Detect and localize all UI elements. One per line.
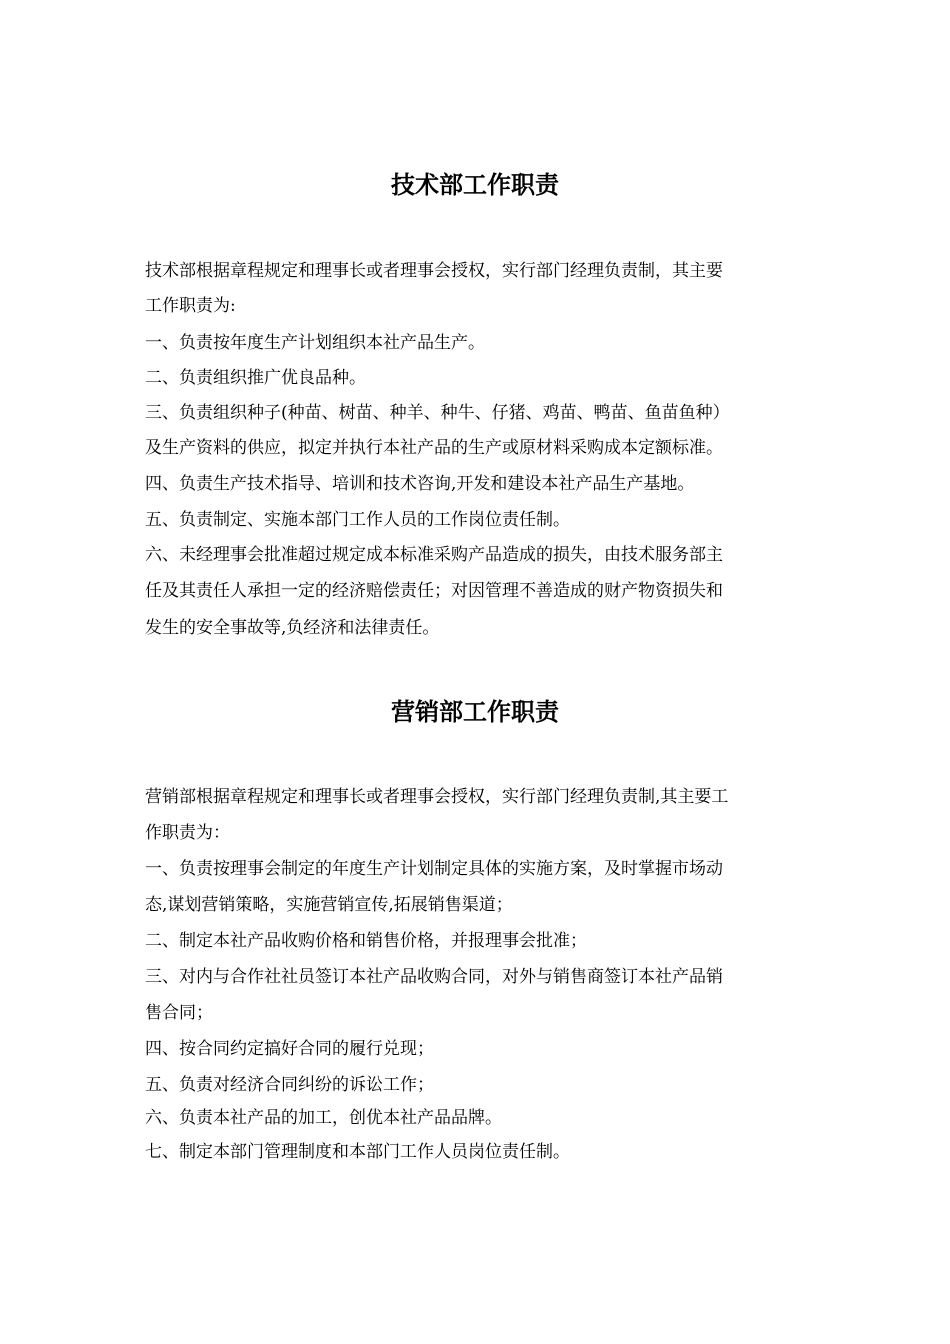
tech-list-item-6: 六、未经理事会批准超过规定成本标准采购产品造成的损失，由技术服务部主 [145, 545, 723, 565]
marketing-list-item-3-cont: 售合同； [145, 1003, 213, 1023]
tech-list-item-1: 一、负责按年度生产计划组织本社产品生产。 [145, 333, 485, 353]
tech-paragraph-line: 工作职责为: [145, 296, 236, 316]
marketing-list-item-3: 三、对内与合作社社员签订本社产品收购合同，对外与销售商签订本社产品销 [145, 967, 723, 987]
marketing-list-item-4: 四、按合同约定搞好合同的履行兑现； [145, 1039, 434, 1059]
tech-list-item-6-cont: 任及其责任人承担一定的经济赔偿责任；对因管理不善造成的财产物资损失和 [145, 581, 723, 601]
section-title-marketing: 营销部工作职责 [391, 697, 559, 726]
tech-list-item-3-cont: 及生产资料的供应，拟定并执行本社产品的生产或原材料采购成本定额标准。 [145, 438, 723, 458]
tech-list-item-2: 二、负责组织推广优良品种。 [145, 368, 366, 388]
marketing-list-item-1: 一、负责按理事会制定的年度生产计划制定具体的实施方案，及时掌握市场动 [145, 859, 723, 879]
marketing-list-item-2: 二、制定本社产品收购价格和销售价格，并报理事会批准； [145, 931, 587, 951]
marketing-list-item-6: 六、负责本社产品的加工，创优本社产品品牌。 [145, 1108, 502, 1128]
marketing-paragraph-line: 作职责为： [145, 823, 230, 843]
tech-list-item-6-cont: 发生的安全事故等,负经济和法律责任。 [145, 618, 440, 638]
tech-paragraph-line: 技术部根据章程规定和理事长或者理事会授权，实行部门经理负责制，其主要 [145, 261, 723, 281]
marketing-list-item-7: 七、制定本部门管理制度和本部门工作人员岗位责任制。 [145, 1142, 570, 1162]
marketing-list-item-1-cont: 态,谋划营销策略，实施营销宣传,拓展销售渠道； [145, 895, 513, 915]
tech-list-item-3: 三、负责组织种子(种苗、树苗、种羊、种牛、仔猪、鸡苗、鸭苗、鱼苗鱼种） [145, 403, 730, 423]
tech-list-item-5: 五、负责制定、实施本部门工作人员的工作岗位责任制。 [145, 510, 570, 530]
section-title-tech: 技术部工作职责 [391, 170, 559, 199]
tech-list-item-4: 四、负责生产技术指导、培训和技术咨询,开发和建设本社产品生产基地。 [145, 474, 695, 494]
marketing-paragraph-line: 营销部根据章程规定和理事长或者理事会授权，实行部门经理负责制,其主要工 [145, 787, 729, 807]
marketing-list-item-5: 五、负责对经济合同纠纷的诉讼工作； [145, 1075, 434, 1095]
